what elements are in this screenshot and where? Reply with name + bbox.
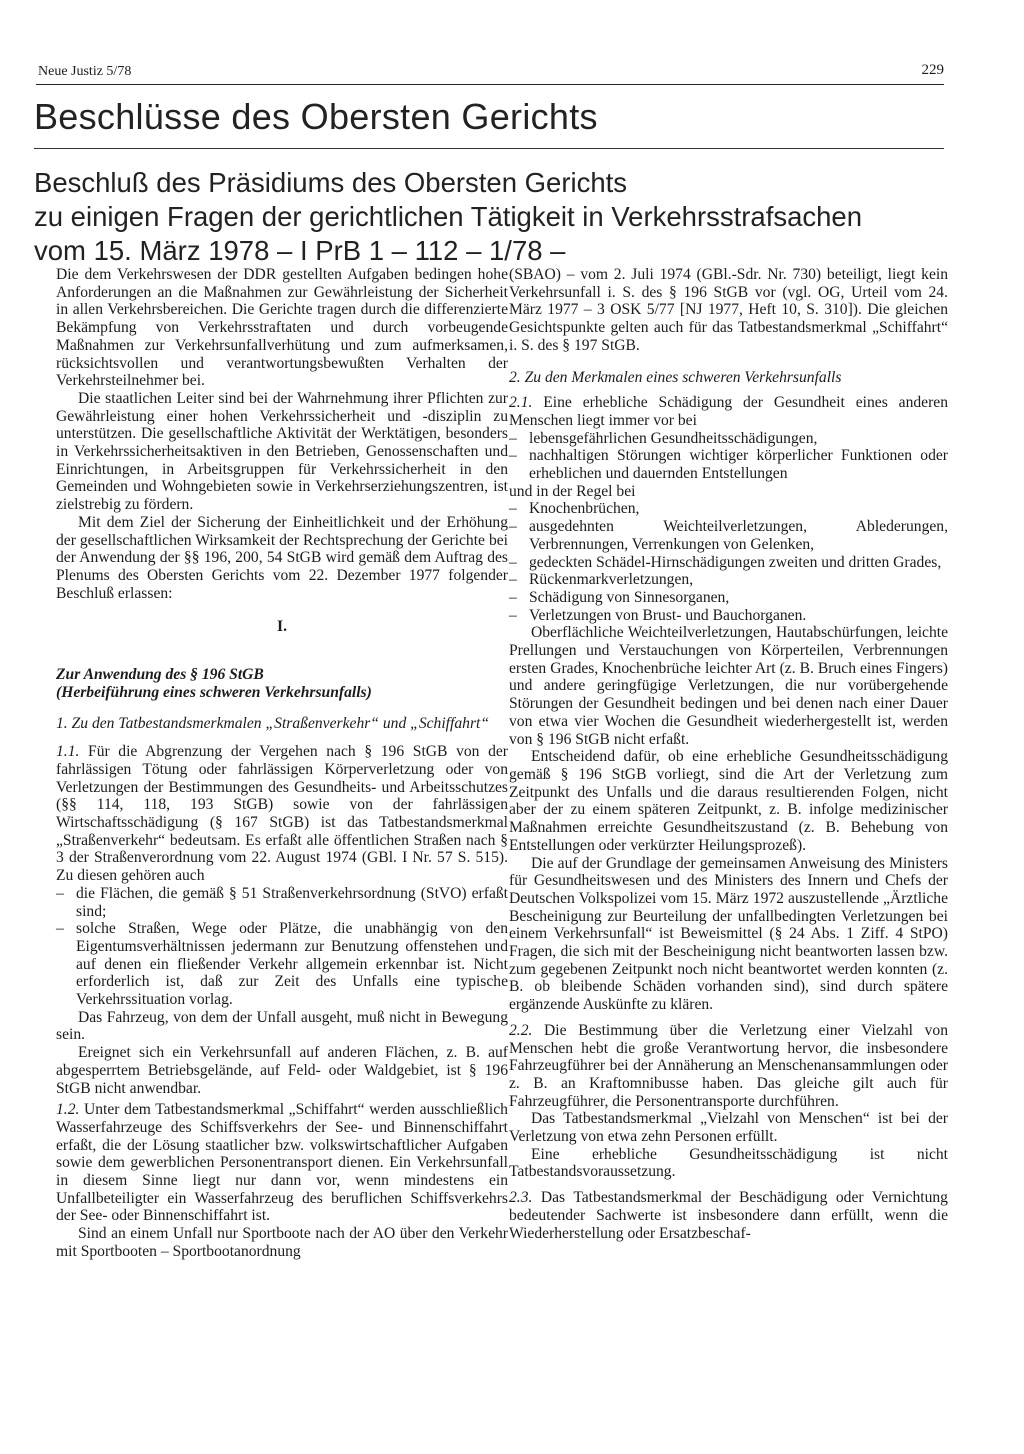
headline-line-2: zu einigen Fragen der gerichtlichen Tätigkeit in Verkehrsstrafsachen: [34, 201, 863, 232]
paragraph-2-2-c: Eine erhebliche Gesundheitsschädigung ist nicht Tatbestandsvoraussetzung.: [509, 1145, 948, 1181]
list-item: – Verletzungen von Brust- und Bauchorganen.: [509, 607, 948, 625]
paragraph-number: 2.3.: [509, 1189, 533, 1207]
list-2-1-a: [509, 430, 948, 483]
page-number: 229: [921, 62, 944, 78]
subsection-heading-2: 2. Zu den Merkmalen eines schweren Verkehrsunfalls: [509, 368, 842, 386]
list-item: – solche Straßen, Wege oder Plätze, die unabhängig von den Eigentumsverhältnissen jedermann zur Benutzung offenstehen und auf denen ein fließender Verkehr allgemein erkennbar ist. Nicht erforderlich ist, daß zur Zeit des Unfalls eine typische Verkehrssituation vorlag.: [56, 920, 508, 1009]
paragraph-continued: (SBAO) – vom 2. Juli 1974 (GBl.-Sdr. Nr. 730) beteiligt, liegt kein Verkehrsunfall i. S. des § 196 StGB vor (vgl. OG, Urteil vom 24. März 1977 – 3 OSK 5/77 [NJ 1977, Heft 10, S. 310]). Die gleichen Gesichtspunkte gelten auch für das Tatbestandsmerkmal „Schiffahrt“ i. S. des § 197 StGB.: [509, 266, 948, 354]
paragraph-2-1-b: Oberflächliche Weichteilverletzungen, Hautabschürfungen, leichte Prellungen und Verstauchungen von Körperteilen, Verbrennungen ersten Grades, Knochenbrüche leichter Art (z. B. Bruch eines Fingers) und andere geringfügige Verletzungen, die nur vorübergehende Störungen der Gesundheit bedingen und bei denen nach einer Dauer von etwa vier Wochen die Gesundheit wiederhergestellt ist, werden von § 196 StGB nicht erfaßt.: [509, 624, 948, 748]
subsection-heading-1: 1. Zu den Tatbestandsmerkmalen „Straßenverkehr“ und „Schiffahrt“: [56, 715, 490, 733]
list-intro-regel: und in der Regel bei: [509, 482, 636, 500]
list-item: – Knochenbrüchen,: [509, 500, 948, 518]
journal-issue: Neue Justiz 5/78: [38, 64, 132, 79]
intro-paragraph-3: Mit dem Ziel der Sicherung der Einheitlichkeit und der Erhöhung der gesellschaftlichen Wirksamkeit der Rechtsprechung der Gerichte bei der Anwendung der §§ 196, 200, 54 StGB wird gemäß dem Auftrag des Plenums des Obersten Gerichts vom 22. Dezember 1977 folgender Beschluß erlassen:: [56, 513, 508, 602]
headline-line-3: vom 15. März 1978 – I PrB 1 – 112 – 1/78 –: [34, 235, 566, 266]
list-item: – gedeckten Schädel-Hirnschädigungen zweiten und dritten Grades,: [509, 554, 948, 572]
paragraph-2-1-c: Entscheidend dafür, ob eine erhebliche Gesundheitsschädigung gemäß § 196 StGB vorliegt, sind die Art der Verletzung zum Zeitpunkt des Unfalls und die daraus resultierenden Folgen, nicht aber der zu einem späteren Zeitpunkt, z. B. infolge medizinischer Maßnahmen erreichte Gesundheitszustand (z. B. Behebung von Entstellungen oder verkürzter Heilungsprozeß).: [509, 748, 948, 854]
paragraph-2-1: Eine erhebliche Schädigung der Gesundheit eines anderen Menschen liegt immer vor bei: [509, 394, 948, 429]
part-numeral: I.: [277, 618, 287, 636]
headline-line-1: Beschluß des Präsidiums des Obersten Gerichts: [34, 167, 628, 198]
paragraph-2-2: Die Bestimmung über die Verletzung einer Vielzahl von Menschen hebt die große Verantwortung hervor, die insbesondere Fahrzeugführer bei der Annäherung an Menschenansammlungen oder z. B. an Kraftomnibusse haben. Das gleiche gilt auch für Fahrzeugführer, die Personentransporte durchführen.: [509, 1021, 948, 1110]
paragraph-2-2-b: Das Tatbestandsmerkmal „Vielzahl von Menschen“ ist bei der Verletzung von etwa zehn Personen erfüllt.: [509, 1110, 948, 1146]
list-item: – nachhaltigen Störungen wichtiger körperlicher Funktionen oder erheblichen und dauernden Entstellungen: [509, 447, 948, 482]
paragraph-number: 2.1.: [509, 394, 533, 412]
paragraph-1-2: Unter dem Tatbestandsmerkmal „Schiffahrt“ werden ausschließlich Wasserfahrzeuge des Schiffsverkehrs der See- und Binnenschiffahrt erfaßt, die der Lösung staatlicher bzw. volkswirtschaftlicher Aufgaben sowie dem gewerblichen Personentransport dienen. Ein Verkehrsunfall in diesem Sinne liegt nur dann vor, wenn mindestens ein Unfallbeteiligter ein Wasserfahrzeug des beruflichen Schiffsverkehrs der See- oder Binnenschiffahrt ist.: [56, 1101, 508, 1225]
paragraph-1-1-c: Ereignet sich ein Verkehrsunfall auf anderen Flächen, z. B. auf abgesperrtem Betriebsgelände, auf Feld- oder Waldgebiet, ist § 196 StGB nicht anwendbar.: [56, 1044, 508, 1097]
paragraph-number: 1.1.: [56, 743, 80, 761]
paragraph-1-1-b: Das Fahrzeug, von dem der Unfall ausgeht, muß nicht in Bewegung sein.: [56, 1008, 508, 1044]
left-column: [56, 266, 508, 1261]
list-item: – ausgedehnten Weichteilverletzungen, Ablederungen, Verbrennungen, Verrenkungen von Gelenken,: [509, 518, 948, 553]
intro-paragraph-2: Die staatlichen Leiter sind bei der Wahrnehmung ihrer Pflichten zur Gewährleistung einer hohen Verkehrssicherheit und -disziplin zu unterstützen. Die gesellschaftliche Aktivität der Werktätigen, besonders in Verkehrssicherheitsaktiven in den Betrieben, Genossenschaften und Einrichtungen, in Arbeitsgruppen für Verkehrssicherheit in den Gemeinden und Wohngebieten sowie in Verkehrserziehungszentren, ist zielstrebig zu fördern.: [56, 389, 508, 514]
paragraph-number: 2.2.: [509, 1021, 533, 1039]
section-title: Beschlüsse des Obersten Gerichts: [34, 96, 598, 137]
part-heading-line-2: (Herbeiführung eines schweren Verkehrsunfalls): [56, 683, 372, 701]
list-item: – die Flächen, die gemäß § 51 Straßenverkehrsordnung (StVO) erfaßt sind;: [56, 885, 508, 920]
list-item: – lebensgefährlichen Gesundheitsschädigungen,: [509, 430, 948, 448]
decision-headline: [34, 166, 944, 268]
intro-paragraph: Die dem Verkehrswesen der DDR gestellten Aufgaben bedingen hohe Anforderungen an die Maßnahmen zur Gewährleistung der Sicherheit in allen Verkehrsbereichen. Die Gerichte tragen durch die differenzierte Bekämpfung von Verkehrsstraftaten und durch vorbeugende Maßnahmen zur Verkehrsunfallverhütung und zum aufmerksamen, rücksichtsvollen und verantwortungsbewußten Verhalten der Verkehrsteilnehmer bei.: [56, 266, 508, 390]
list-2-1-b: [509, 500, 948, 624]
paragraph-1-2-b: Sind an einem Unfall nur Sportboote nach der AO über den Verkehr mit Sportbooten – Sportbootanordnung: [56, 1225, 508, 1260]
paragraph-number: 1.2.: [56, 1101, 80, 1119]
paragraph-2-1-d: Die auf der Grundlage der gemeinsamen Anweisung des Ministers für Gesundheitswesen und des Ministers des Innern und Chefs der Deutschen Volkspolizei vom 15. März 1972 auszustellende „Ärztliche Bescheinigung zur Beurteilung der unfallbedingten Verletzungen bei einem Verkehrsunfall“ ist Beweismittel (§ 24 Abs. 1 Ziff. 4 StPO) Fragen, die sich mit der Bescheinigung nicht beantworten lassen bzw. zum gegebenen Zeitpunkt noch nicht beantwortet werden konnten (z. B. ob bleibende Schäden vorhanden sind), sind durch spätere ergänzende Auskünfte zu klären.: [509, 854, 948, 1014]
list-item: – Schädigung von Sinnesorganen,: [509, 589, 948, 607]
running-header: [36, 60, 944, 85]
list-1-1: [56, 885, 508, 1009]
section-divider: [34, 148, 944, 149]
part-heading-line-1: Zur Anwendung des § 196 StGB: [56, 666, 264, 684]
paragraph-2-3: Das Tatbestandsmerkmal der Beschädigung oder Vernichtung bedeutender Sachwerte ist insbesondere dann erfüllt, wenn die Wiederherstellung oder Ersatzbeschaf-: [509, 1189, 948, 1242]
list-item: – Rückenmarkverletzungen,: [509, 571, 948, 589]
paragraph-1-1: Für die Abgrenzung der Vergehen nach § 196 StGB von der fahrlässigen Tötung oder fahrlässigen Körperverletzung oder von Verletzungen der Bestimmungen des Gesundheits- und Arbeitsschutzes (§§ 114, 118, 193 StGB) sowie von der fahrlässigen Wirtschaftsschädigung (§ 167 StGB) ist das Tatbestandsmerkmal „Straßenverkehr“ bedeutsam. Es erfaßt alle öffentlichen Straßen nach § 3 der Straßenverordnung vom 22. August 1974 (GBl. I Nr. 57 S. 515). Zu diesen gehören auch: [56, 743, 508, 885]
right-column: [509, 266, 948, 1242]
